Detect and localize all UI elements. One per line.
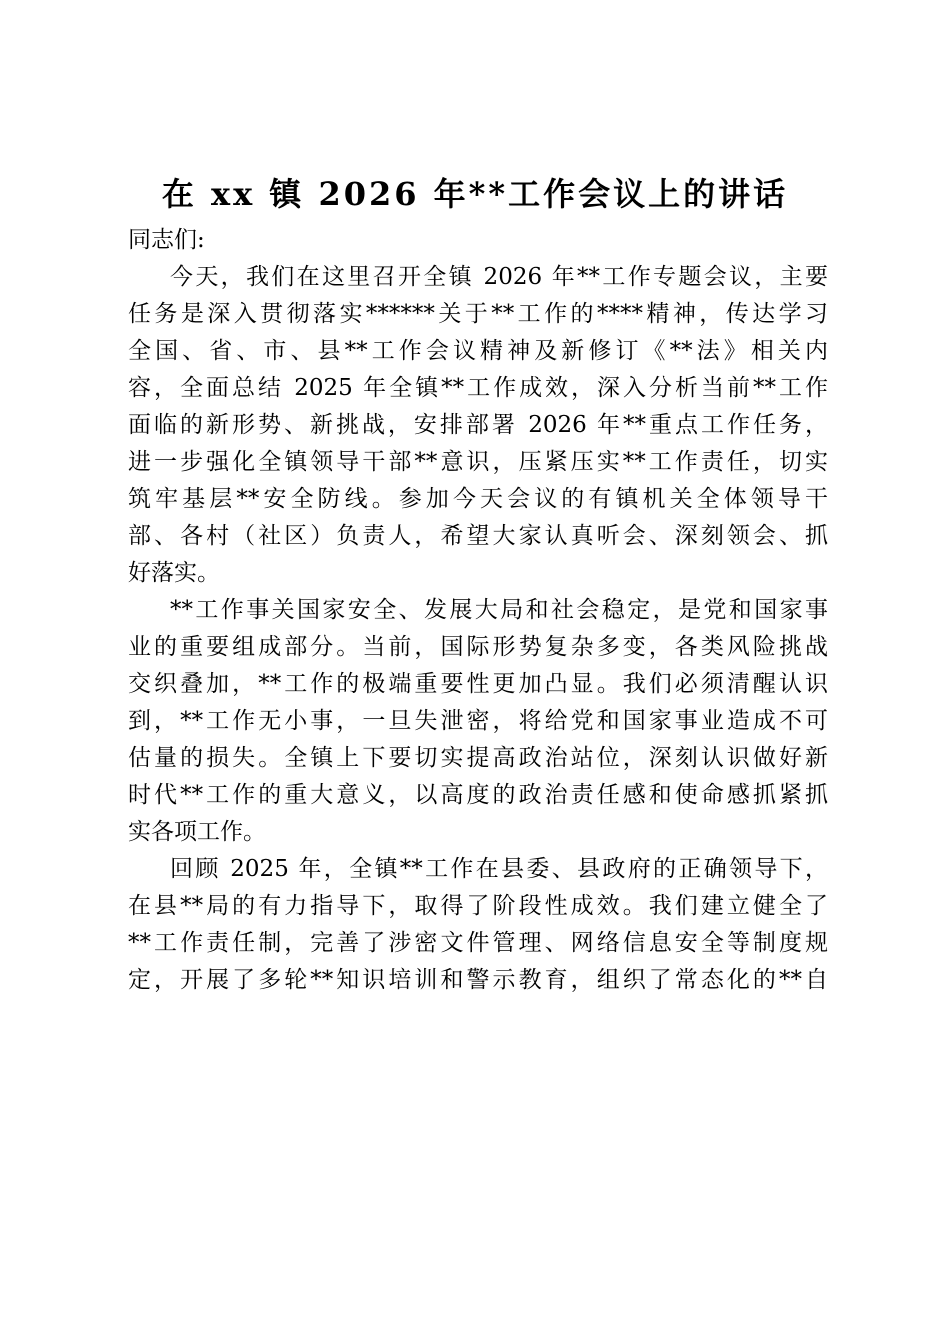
paragraph-line: 回顾 2025 年，全镇**工作在县委、县政府的正确领导下， [170,856,828,882]
paragraph-line: 好落实。 [128,560,220,586]
paragraph-2 [128,592,828,851]
paragraph-line: 定，开展了多轮**知识培训和警示教育，组织了常态化的**自 [128,967,828,993]
salutation: 同志们: [128,227,205,253]
paragraph-line: 交织叠加，**工作的极端重要性更加凸显。我们必须清醒认识 [128,671,828,697]
paragraph-line: 时代**工作的重大意义，以高度的政治责任感和使命感抓紧抓 [128,782,828,808]
paragraph-line: 任务是深入贯彻落实******关于**工作的****精神，传达学习 [128,301,828,327]
paragraph-line: 筑牢基层**安全防线。参加今天会议的有镇机关全体领导干 [128,486,828,512]
paragraph-line: 业的重要组成部分。当前，国际形势复杂多变，各类风险挑战 [128,634,828,660]
paragraph-line: 实各项工作。 [128,819,266,845]
paragraph-line: 在县**局的有力指导下，取得了阶段性成效。我们建立健全了 [128,893,828,919]
paragraph-line: 今天，我们在这里召开全镇 2026 年**工作专题会议，主要 [170,264,828,290]
paragraph-1 [128,259,828,592]
paragraph-line: 到，**工作无小事，一旦失泄密，将给党和国家事业造成不可 [128,708,828,734]
paragraph-line: 全国、省、市、县**工作会议精神及新修订《**法》相关内 [128,338,828,364]
paragraph-line: 面临的新形势、新挑战，安排部署 2026 年**重点工作任务， [128,412,828,438]
document-body [128,222,828,999]
paragraph-line: 部、各村（社区）负责人，希望大家认真听会、深刻领会、抓 [128,523,828,549]
paragraph-3 [128,851,828,999]
paragraph-line: 估量的损失。全镇上下要切实提高政治站位，深刻认识做好新 [128,745,828,771]
paragraph-line: **工作责任制，完善了涉密文件管理、网络信息安全等制度规 [128,930,828,956]
document-title: 在 xx 镇 2026 年**工作会议上的讲话 [161,175,789,213]
paragraph-line: 容，全面总结 2025 年全镇**工作成效，深入分析当前**工作 [128,375,828,401]
paragraph-line: 进一步强化全镇领导干部**意识，压紧压实**工作责任，切实 [128,449,828,475]
paragraph-line: **工作事关国家安全、发展大局和社会稳定，是党和国家事 [170,597,828,623]
